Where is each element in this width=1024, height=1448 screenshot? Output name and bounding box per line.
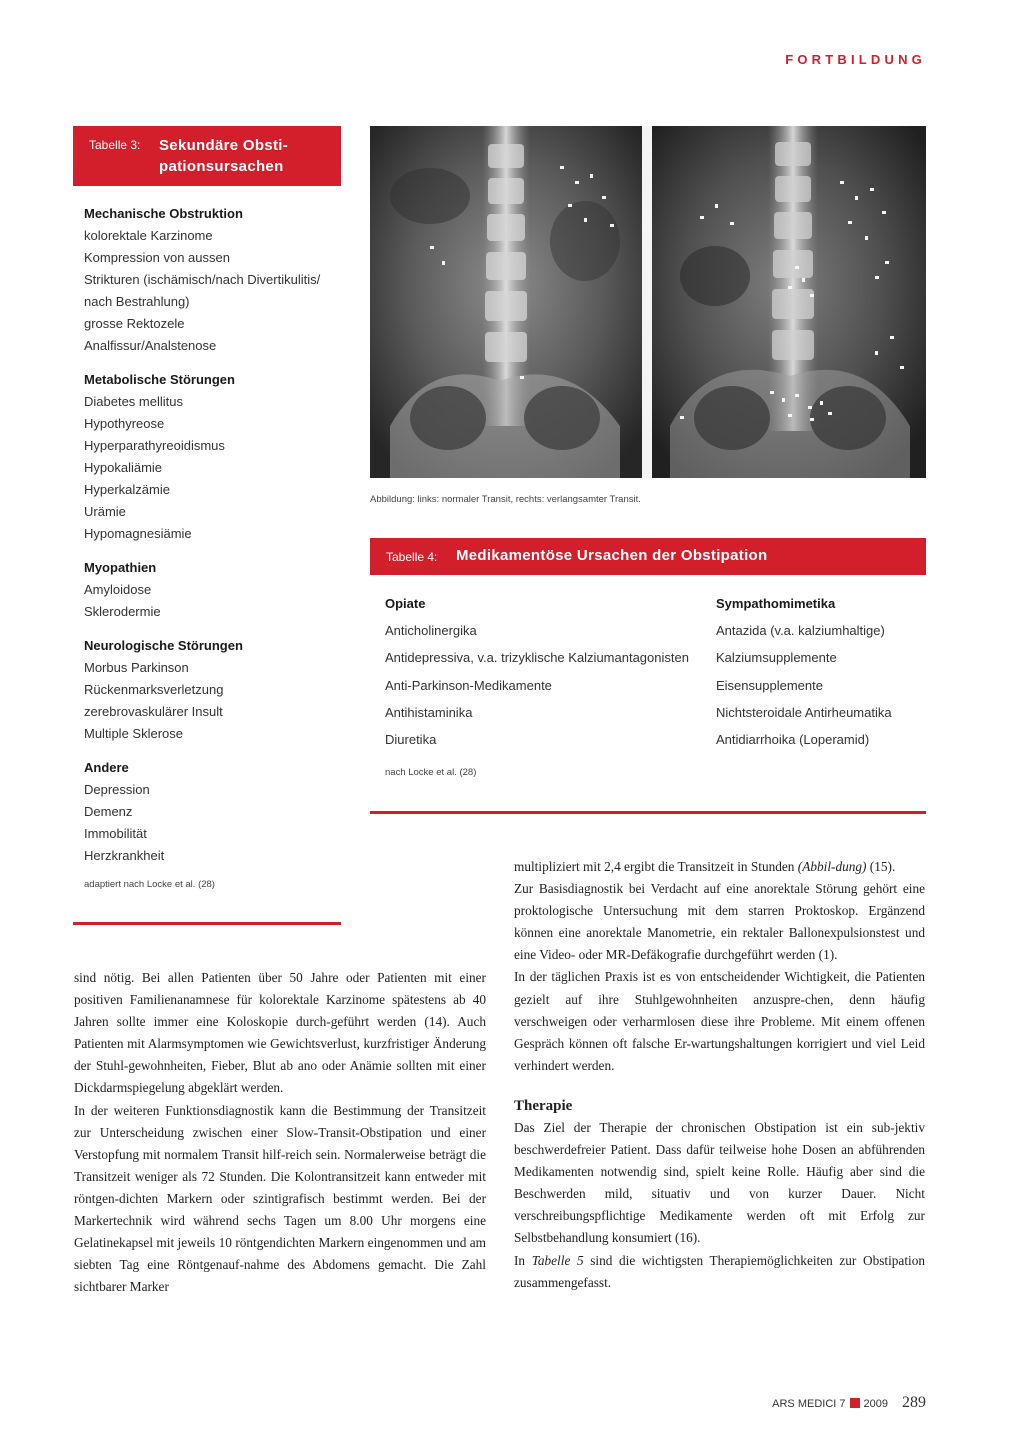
table3-group-heading: Andere	[84, 760, 129, 775]
table3-item: Sklerodermie	[84, 604, 161, 619]
table4-column-2	[716, 590, 892, 753]
table4-column-heading: Opiate	[385, 596, 426, 611]
table3-group	[84, 635, 344, 745]
table4-title: Medikamentöse Ursachen der Obstipation	[456, 547, 768, 564]
table4-column-heading: Sympathomimetika	[716, 596, 836, 611]
table4-note: nach Locke et al. (28)	[385, 767, 477, 778]
table3-item: Urämie	[84, 504, 126, 519]
right-column-text	[514, 856, 925, 1294]
xray-figure	[370, 126, 926, 478]
table3-item: Hypokaliämie	[84, 460, 163, 475]
table3-group	[84, 203, 344, 357]
xray-right-panel	[652, 126, 926, 478]
table3-title: Sekundäre Obsti- pationsursachen	[159, 137, 288, 175]
table3-bottom-rule	[73, 922, 341, 925]
page-number: 289	[902, 1394, 926, 1411]
paragraph: Das Ziel der Therapie der chronischen Obstipation ist ein sub-jektiv beschwerdefreier Patient. Dass dafür teilweise hohe Dosen an abführenden Medikamenten notwendig sind, spielt keine Rolle. Häufig aber sind die Beschwerden mild, situativ und von kurzer Dauer. Nicht verschreibungspflichtige Medikamente werden oft mit Erfolg zur Selbstbehandlung konsumiert (16).	[514, 1119, 925, 1246]
table3-item: Hypothyreose	[84, 416, 165, 431]
table3-group-heading: Myopathien	[84, 560, 157, 575]
table3-group	[84, 557, 344, 623]
table3-item: Morbus Parkinson	[84, 660, 189, 675]
table4-item: Anticholinergika	[385, 623, 477, 639]
table3-item: Kompression von aussen	[84, 250, 230, 265]
table3-group-heading: Neurologische Störungen	[84, 638, 243, 653]
paragraph: sind nötig. Bei allen Patienten über 50 Jahre oder Patienten mit einer positiven Familienanamnese für kolorektale Karzinome spätestens ab 40 Jahren sollte immer eine Koloskopie durch-geführt werden (14). Auch Patienten mit Alarmsymptomen wie Gewichtsverlust, kurzfristiger Änderung der Stuhl-gewohnheiten, Fieber, Blut ab ano oder Anämie sollten mit einer Dickdarmspiegelung abgeklärt werden.	[74, 970, 486, 1096]
table3-item: Amyloidose	[84, 582, 152, 597]
table3-label: Tabelle 3:	[89, 138, 141, 152]
table3-item: Herzkrankheit	[84, 848, 165, 863]
table4-item: Antidiarrhoika (Loperamid)	[716, 731, 870, 747]
table3-item: grosse Rektozele	[84, 316, 185, 331]
table4-item: Diuretika	[385, 731, 437, 747]
page-footer	[772, 1394, 926, 1412]
paragraph: multipliziert mit 2,4 ergibt die Transitzeit in Stunden (Abbil-dung) (15).	[514, 859, 896, 874]
section-label: FORTBILDUNG	[785, 52, 926, 67]
table3-header	[73, 126, 341, 186]
table3-group	[84, 369, 344, 545]
table3-item: Immobilität	[84, 826, 147, 841]
table4-item: Antidepressiva, v.a. trizyklische Kalziumantagonisten	[385, 650, 689, 666]
section-heading: Therapie	[514, 1097, 573, 1114]
figure-caption: Abbildung: links: normaler Transit, rechts: verlangsamter Transit.	[370, 494, 641, 505]
figure-reference: (Abbil-dung)	[797, 859, 867, 874]
table3-item: Demenz	[84, 804, 133, 819]
square-icon	[850, 1398, 860, 1408]
table3-item: Diabetes mellitus	[84, 394, 183, 409]
table4-item: Nichtsteroidale Antirheumatika	[716, 704, 892, 720]
table3-body	[84, 203, 344, 879]
paragraph: In Tabelle 5 sind die wichtigsten Therapiemöglichkeiten zur Obstipation zusammengefasst.	[514, 1252, 926, 1290]
table3-item: Hypomagnesiämie	[84, 526, 192, 541]
table4-item: Kalziumsupplemente	[716, 650, 837, 666]
table3-item: Multiple Sklerose	[84, 726, 183, 741]
table3-item: Strikturen (ischämisch/nach Divertikulitis/	[84, 272, 321, 287]
journal-name: ARS MEDICI 7	[772, 1398, 846, 1410]
table4-item: Eisensupplemente	[716, 677, 823, 693]
table3-item: zerebrovaskulärer Insult	[84, 704, 223, 719]
paragraph: Zur Basisdiagnostik bei Verdacht auf eine anorektale Störung gehört eine proktologische Untersuchung mit dem starren Proktoskop. Ergänzend können eine anorektale Manometrie, ein rektaler Ballonexpulsionstest und eine Video- oder MR-Defäkografie durchgeführt werden (1).	[514, 881, 925, 963]
table4-header	[370, 538, 926, 575]
table3-item: nach Bestrahlung)	[84, 294, 190, 309]
xray-left-panel	[370, 126, 642, 478]
left-column-text	[74, 967, 486, 1298]
table4-item: Anti-Parkinson-Medikamente	[385, 677, 552, 693]
table3-item: Hyperkalzämie	[84, 482, 170, 497]
table3-item: kolorektale Karzinome	[84, 228, 213, 243]
table-reference: Tabelle 5	[531, 1252, 584, 1268]
table3-group	[84, 757, 344, 867]
paragraph: In der weiteren Funktionsdiagnostik kann die Bestimmung der Transitzeit zur Unterscheidung zwischen einer Slow-Transit-Obstipation und einer Verstopfung mit normalem Transit hilf-reich sein. Normalerweise beträgt die Transitzeit weniger als 72 Stunden. Die Kolontransitzeit kann entweder mit röntgen-dichten Markern oder szintigrafisch bestimmt werden. Bei der Markertechnik wird während sechs Tagen um 8.00 Uhr morgens eine Gelatinekapsel mit jeweils 10 röntgendichten Markern eingenommen und am siebten Tag eine Röntgenauf-nahme des Abdomens gemacht. Die Zahl sichtbarer Marker	[74, 1102, 486, 1295]
paragraph: In der täglichen Praxis ist es von entscheidender Wichtigkeit, die Patienten gezielt auf ihre Stuhlgewohnheiten anzuspre-chen, denn häufig verschweigen oder verharmlosen diese ihre Probleme. Mit einem offenen Gespräch können oft falsche Er-wartungshaltungen korrigiert und viel Leid verhindert werden.	[514, 969, 925, 1073]
table3-item: Hyperparathyreoidismus	[84, 438, 225, 453]
table4-item: Antihistaminika	[385, 704, 473, 720]
journal-year: 2009	[863, 1398, 888, 1410]
table3-group-heading: Mechanische Obstruktion	[84, 206, 243, 221]
table3-group-heading: Metabolische Störungen	[84, 372, 235, 387]
table4-item: Antazida (v.a. kalziumhaltige)	[716, 623, 885, 639]
table3-note: adaptiert nach Locke et al. (28)	[84, 879, 215, 890]
table3-item: Depression	[84, 782, 150, 797]
table3-item: Rückenmarksverletzung	[84, 682, 224, 697]
table4-bottom-rule	[370, 811, 926, 814]
table3-item: Analfissur/Analstenose	[84, 338, 217, 353]
table4-column-1	[385, 590, 689, 753]
table4-label: Tabelle 4:	[386, 550, 438, 564]
